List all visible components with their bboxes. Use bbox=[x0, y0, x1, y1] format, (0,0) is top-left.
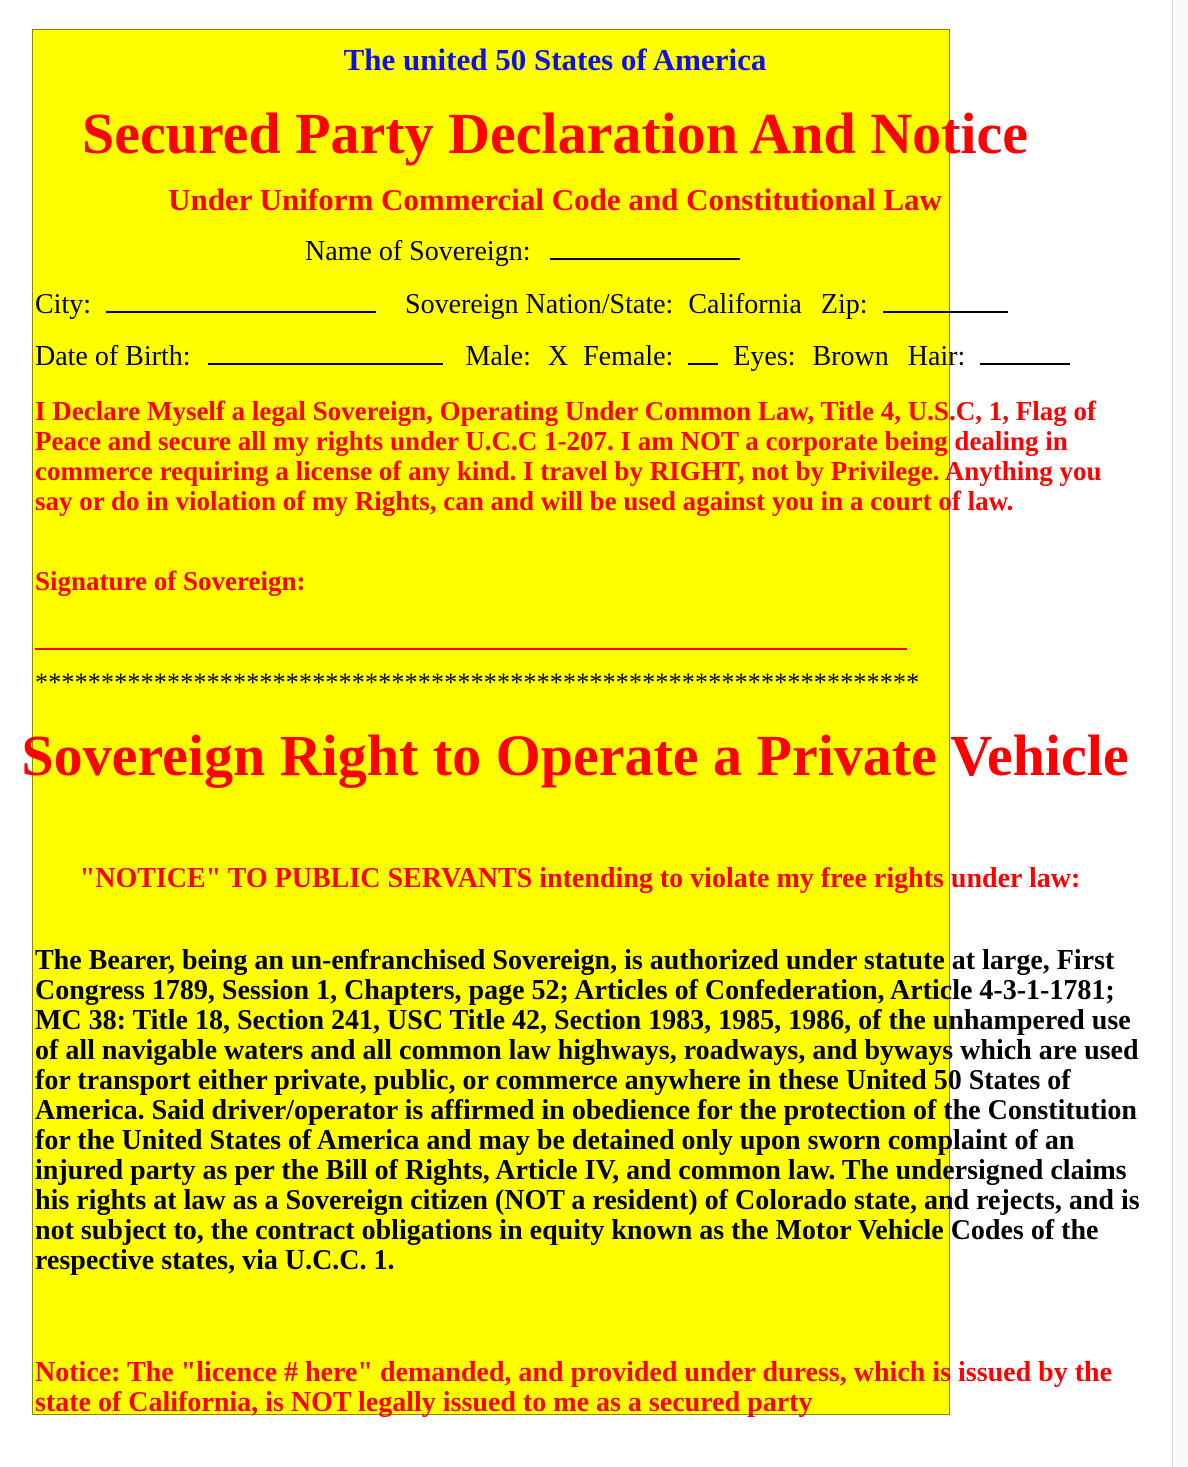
female-blank[interactable] bbox=[688, 343, 718, 365]
nation-label: Sovereign Nation/State: bbox=[405, 289, 674, 320]
zip-blank[interactable] bbox=[883, 291, 1008, 313]
zip-label: Zip: bbox=[820, 289, 868, 320]
separator-stars: ******************************************************************* bbox=[35, 668, 920, 697]
rights-body-paragraph: The Bearer, being an un-enfranchised Sovereign, is authorized under statute at large, First Congress 1789, Session 1, Chapters, page 52; Articles of Confederation, Article 4-3-1-1781; MC 38: Title 18, Section 241, USC Title 42, Section 1983, 1985, 1986, of the unhampered use of all navigable waters and all common law highways, roadways, and byways which are used for transport either private, public, or commerce anywhere in these United 50 States of America. Said driver/operator is affirmed in obedience for the protection of the Constitution for the United States of America and may be detained only upon sworn complaint of an injured party as per the Bill of Rights, Article IV, and common law. The undersigned claims his rights at law as a Sovereign citizen (NOT a resident) of Colorado state, and rejects, and is not subject to, the contract obligations in equity known as the Motor Vehicle Codes of the respective states, via U.C.C. 1. bbox=[35, 945, 1140, 1276]
name-label: Name of Sovereign: bbox=[305, 236, 531, 267]
male-value: X bbox=[547, 341, 569, 372]
dob-label: Date of Birth: bbox=[35, 341, 191, 372]
signature-label: Signature of Sovereign: bbox=[35, 566, 306, 596]
dob-blank[interactable] bbox=[208, 343, 443, 365]
eyes-label: Eyes: bbox=[733, 341, 796, 372]
name-field bbox=[305, 236, 740, 268]
dob-row bbox=[35, 341, 1070, 373]
final-notice-paragraph: Notice: The "licence # here" demanded, and provided under duress, which is issued by the state of California, is NOT legally issued to me as a secured party bbox=[35, 1357, 1113, 1418]
nation-value: California bbox=[688, 289, 802, 320]
city-label: City: bbox=[35, 289, 92, 320]
hair-blank[interactable] bbox=[980, 343, 1070, 365]
document-subtitle: Under Uniform Commercial Code and Constitutional Law bbox=[168, 182, 942, 217]
eyes-value: Brown bbox=[812, 341, 889, 372]
scrollbar[interactable] bbox=[1172, 0, 1188, 1467]
city-row bbox=[35, 289, 1008, 321]
signature-line[interactable] bbox=[35, 648, 907, 650]
name-blank[interactable] bbox=[550, 238, 740, 260]
section-title: Sovereign Right to Operate a Private Vehicle bbox=[21, 723, 1129, 788]
country-heading: The united 50 States of America bbox=[343, 42, 767, 77]
document-title: Secured Party Declaration And Notice bbox=[81, 101, 1029, 166]
city-blank[interactable] bbox=[106, 291, 376, 313]
female-label: Female: bbox=[583, 341, 674, 372]
hair-label: Hair: bbox=[907, 341, 966, 372]
notice-heading: "NOTICE" TO PUBLIC SERVANTS intending to violate my free rights under law: bbox=[79, 863, 1081, 894]
declaration-paragraph: I Declare Myself a legal Sovereign, Operating Under Common Law, Title 4, U.S.C, 1, Flag of Peace and secure all my rights under U.C.C 1-207. I am NOT a corporate being dealing in commerce requiring a license of any kind. I travel by RIGHT, not by Privilege. Anything you say or do in violation of my Rights, can and will be used against you in a court of law. bbox=[35, 396, 1102, 516]
male-label: Male: bbox=[465, 341, 531, 372]
